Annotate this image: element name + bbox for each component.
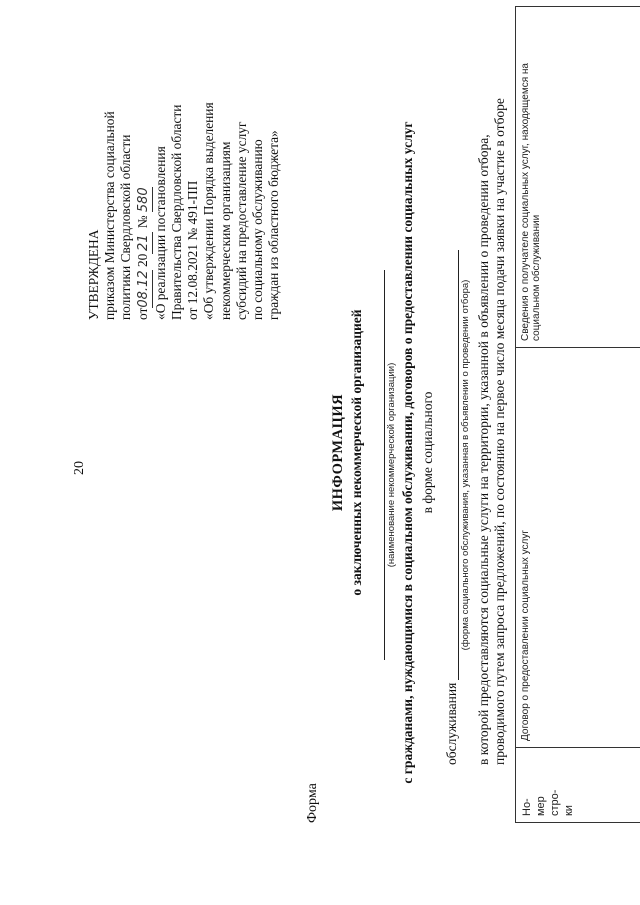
org-name-underline xyxy=(384,270,385,660)
heading-line-contracts: с гражданами, нуждающимися в социальном обслуживании, договоров о предоставлении социальных услуг xyxy=(400,121,415,784)
approval-line: «Об утверждении Порядка выделения xyxy=(201,102,217,320)
approval-line: субсидий на предоставление услуг xyxy=(233,121,249,320)
header-contract xyxy=(516,348,640,748)
approval-line: приказом Министерства социальной xyxy=(102,111,118,320)
table-header-row xyxy=(516,7,640,823)
form-label: Форма xyxy=(305,783,320,823)
document-title: ИНФОРМАЦИЯ xyxy=(330,393,346,512)
approval-line: некоммерческим организациям xyxy=(217,141,233,320)
document-subtitle: о заключенных некоммерческой организацией xyxy=(349,309,364,596)
page-number: 20 xyxy=(72,461,87,475)
date-number-handwritten: 580 xyxy=(136,187,153,212)
approval-line: политики Свердловской области xyxy=(118,134,134,320)
date-day-handwritten: 08.12 xyxy=(136,270,153,307)
form-caption: (форма социального обслуживания, указанная в объявлении о проведении отбора) xyxy=(460,279,471,651)
header-contract-label: Договор о предоставлении социальных услуг xyxy=(520,529,531,741)
approval-line: Правительства Свердловской области xyxy=(169,104,185,320)
form-underline xyxy=(458,250,459,680)
approval-block xyxy=(86,102,282,320)
heading-service-word: обслуживания xyxy=(444,682,459,765)
approval-line: граждан из областного бюджета» xyxy=(266,130,282,320)
header-recipient-label: Сведения о получателе социальных услуг, находящемся на социальном обслуживании xyxy=(520,63,542,341)
heading-line-form: в форме социального xyxy=(420,391,435,514)
date-year-handwritten: 21 xyxy=(136,232,153,254)
approval-line: УТВЕРЖДЕНА xyxy=(86,229,101,320)
header-row-number xyxy=(516,748,640,823)
header-recipient xyxy=(516,7,640,348)
approval-line: «О реализации постановления xyxy=(152,146,168,320)
date-number-sign: № xyxy=(134,215,150,229)
heading-line-date: проводимого путем запроса предложений, по состоянию на первое число месяца подачи заявки на участие в отборе xyxy=(492,98,507,765)
date-mid: 20 xyxy=(134,253,150,268)
approval-line: по социальному обслуживанию xyxy=(250,139,266,320)
contracts-table xyxy=(515,6,640,823)
date-prefix: от xyxy=(134,307,150,320)
org-name-caption: (наименование некоммерческой организации) xyxy=(386,362,397,568)
approval-date-line xyxy=(135,102,153,320)
approval-line: от 12.08.2021 № 491-ПП xyxy=(185,180,201,320)
header-row-number-label: Но- мер стро- ки xyxy=(521,789,575,816)
heading-line-territory: в которой предоставляются социальные услуги на территории, указанной в объявлении о проведении отбора, xyxy=(476,134,491,765)
